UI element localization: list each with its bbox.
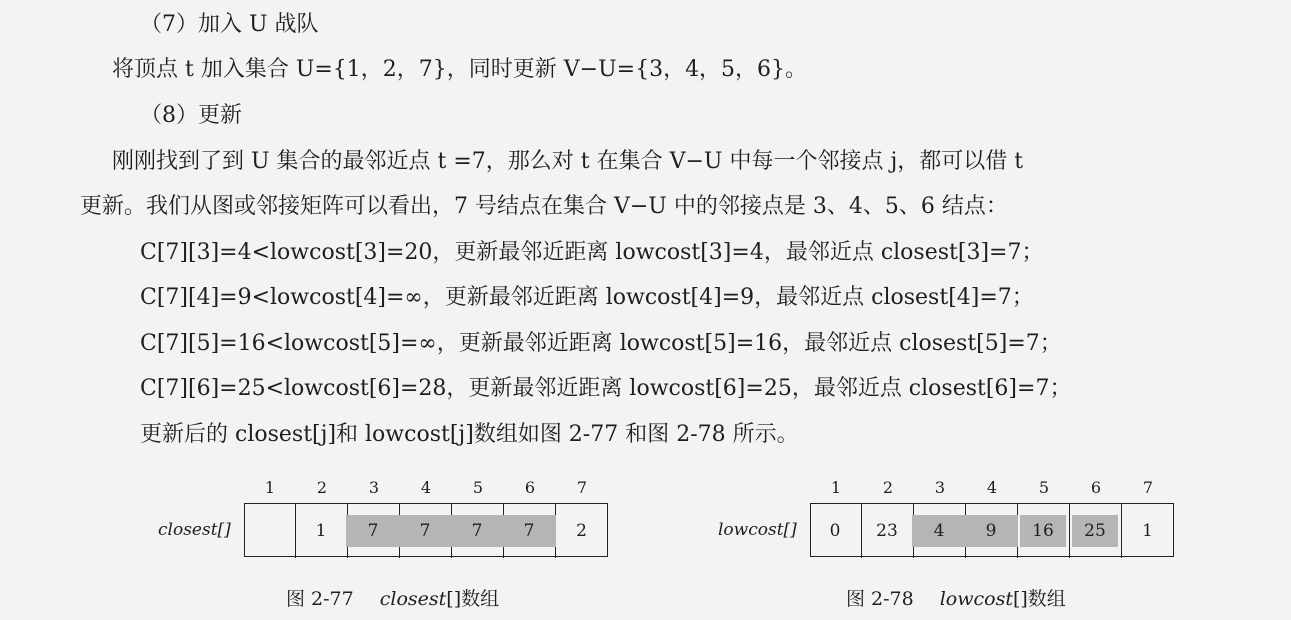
closest_array-index-1: 1: [264, 478, 276, 497]
lowcost_array-index-7: 7: [1142, 478, 1154, 497]
closest_array-value-4: 7: [398, 515, 453, 547]
lowcost_array-cell-1: [810, 504, 862, 558]
lowcost_array-index-5: 5: [1038, 478, 1050, 497]
lowcost_array-value-5: 16: [1020, 515, 1066, 547]
lowcost_array-cell-6: [1070, 504, 1122, 558]
update-line-5-text: C[7][5]=16<lowcost[5]=∞，更新最邻近距离 lowcost[5]=16，最邻近点 closest[5]=7；: [140, 331, 1062, 356]
closest_array-cell-1: [244, 504, 296, 558]
lowcost_array-cell-7: [1122, 504, 1174, 558]
update-line-6-text: C[7][6]=25<lowcost[6]=28，更新最邻近距离 lowcost[6]=25，最邻近点 closest[6]=7；: [140, 376, 1072, 401]
lowcost-array-label: lowcost[]: [718, 520, 797, 540]
update-line-6: [140, 374, 1071, 404]
closest-array-caption: [286, 586, 499, 612]
closest_array-cell-5: [452, 504, 504, 558]
heading-8-text: （8）更新: [140, 103, 242, 128]
heading-7-text: （7）加入 U 战队: [140, 12, 319, 37]
lowcost-array-figure: [700, 478, 1180, 618]
figure-reference-text: 更新后的 closest[j]和 lowcost[j]数组如图 2-77 和图 2-78 所示。: [140, 422, 799, 447]
lowcost_array-index-1: 1: [830, 478, 842, 497]
closest_array-cell-6: [504, 504, 556, 558]
closest_array-cell-3: [348, 504, 400, 558]
lowcost_array-cell-5: [1018, 504, 1070, 558]
closest-caption-tail: []数组: [446, 588, 500, 610]
lowcost_array-value-2: 23: [876, 521, 898, 541]
closest_array-value-5: 7: [450, 515, 505, 547]
closest-caption-number: 图 2-77: [286, 588, 354, 610]
closest-array-box: [244, 503, 608, 557]
update-intro-text-2: 更新。我们从图或邻接矩阵可以看出，7 号结点在集合 V−U 中的邻接点是 3、4、5、6 结点：: [80, 194, 1008, 219]
lowcost_array-value-4: 9: [964, 515, 1019, 547]
closest_array-value-3: 7: [346, 515, 401, 547]
paragraph-update-intro-1: [112, 147, 1023, 177]
lowcost_array-cell-4: [966, 504, 1018, 558]
lowcost_array-index-6: 6: [1090, 478, 1102, 497]
update-line-4: [140, 283, 1034, 313]
section-heading-8: [140, 101, 242, 131]
closest_array-index-5: 5: [472, 478, 484, 497]
closest_array-index-6: 6: [524, 478, 536, 497]
lowcost-caption-number: 图 2-78: [846, 588, 914, 610]
lowcost-array-caption: [846, 586, 1066, 612]
paragraph-figure-reference: [140, 420, 799, 450]
paragraph-add-vertex: [112, 55, 807, 85]
lowcost-array-indices: [810, 478, 1174, 498]
closest_array-value-6: 7: [502, 515, 557, 547]
closest_array-index-3: 3: [368, 478, 380, 497]
add-vertex-text: 将顶点 t 加入集合 U={1，2，7}，同时更新 V−U={3，4，5，6}。: [112, 57, 808, 82]
lowcost-caption-tail: []数组: [1012, 588, 1066, 610]
lowcost_array-index-3: 3: [934, 478, 946, 497]
closest-array-indices: [244, 478, 608, 498]
section-heading-7: [140, 10, 319, 40]
closest_array-index-7: 7: [576, 478, 588, 497]
lowcost_array-cell-2: [862, 504, 914, 558]
lowcost_array-index-4: 4: [986, 478, 998, 497]
update-line-3: [140, 238, 1043, 268]
closest-array-figure: [150, 478, 610, 618]
closest_array-cell-2: [296, 504, 348, 558]
closest_array-value-2: 1: [315, 521, 327, 541]
closest_array-index-4: 4: [420, 478, 432, 497]
closest_array-value-7: 2: [576, 521, 587, 541]
closest_array-cell-4: [400, 504, 452, 558]
lowcost_array-value-7: 1: [1142, 521, 1153, 541]
update-line-3-text: C[7][3]=4<lowcost[3]=20，更新最邻近距离 lowcost[3]=4，最邻近点 closest[3]=7；: [140, 240, 1044, 265]
closest_array-index-2: 2: [316, 478, 328, 497]
update-intro-text-1: 刚刚找到了到 U 集合的最邻近点 t =7，那么对 t 在集合 V−U 中每一个邻接点 j，都可以借 t: [112, 149, 1024, 174]
lowcost-array-box: [810, 503, 1174, 557]
lowcost_array-index-2: 2: [882, 478, 894, 497]
update-line-5: [140, 329, 1062, 359]
lowcost_array-value-3: 4: [912, 515, 967, 547]
closest-array-label: closest[]: [158, 520, 231, 540]
closest-caption-name: closest: [379, 588, 447, 610]
lowcost-caption-name: lowcost: [939, 588, 1013, 610]
paragraph-update-intro-2: [80, 192, 1008, 222]
closest_array-cell-7: [556, 504, 608, 558]
lowcost_array-value-6: 25: [1072, 515, 1118, 547]
lowcost_array-value-1: 0: [829, 521, 841, 541]
update-line-4-text: C[7][4]=9<lowcost[4]=∞，更新最邻近距离 lowcost[4]=9，最邻近点 closest[4]=7；: [140, 285, 1034, 310]
lowcost_array-cell-3: [914, 504, 966, 558]
